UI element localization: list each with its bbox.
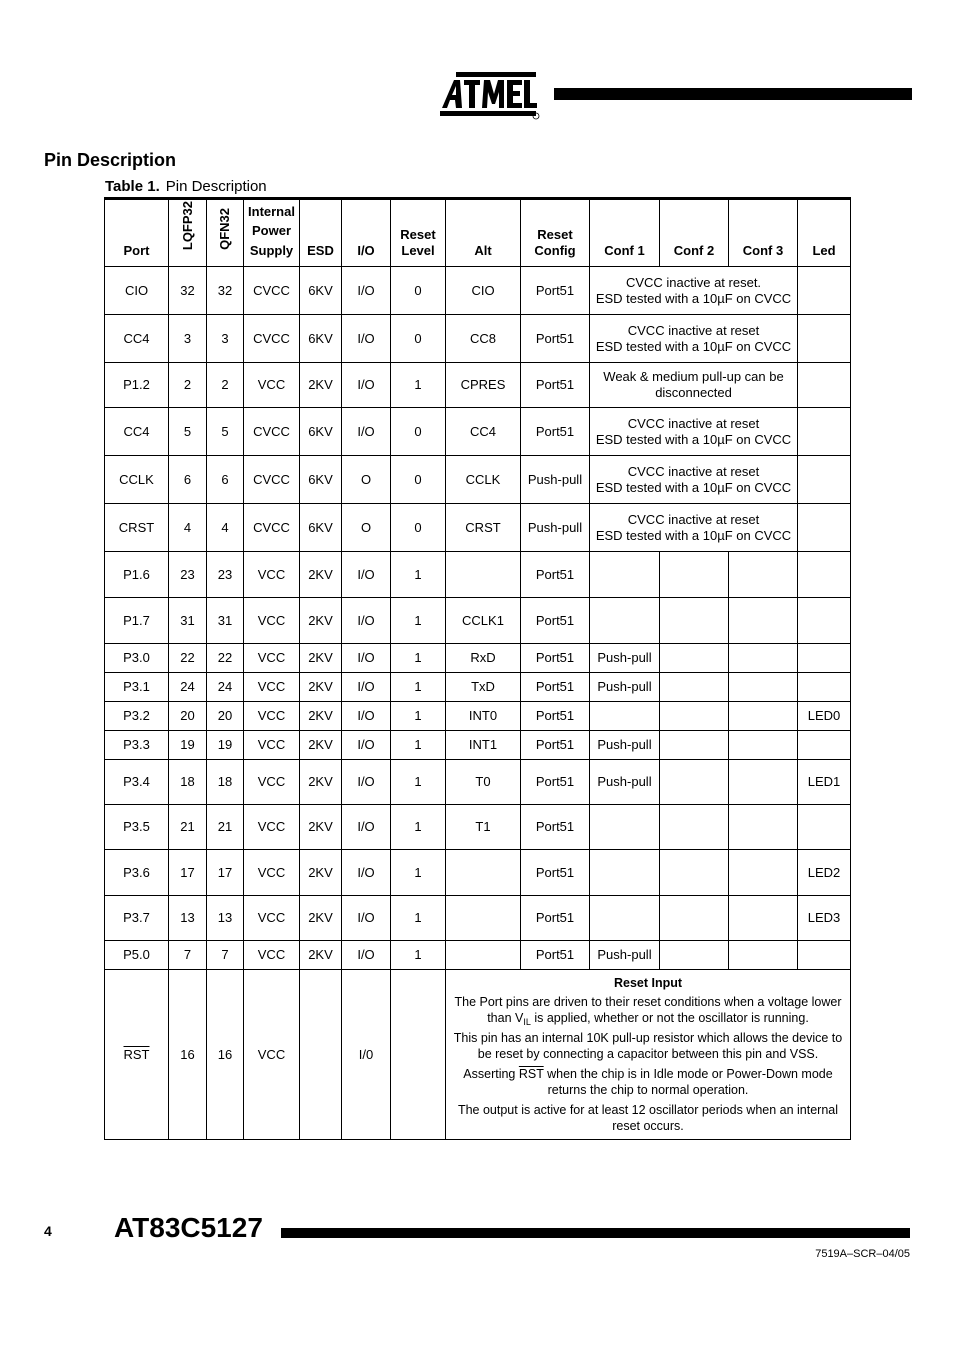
cell-reset-level: 1: [391, 731, 446, 760]
cell-led: [798, 408, 851, 456]
cell-conf1: Push-pull: [590, 673, 660, 702]
cell-lqfp: 32: [169, 267, 207, 315]
cell-qfn: 22: [207, 644, 244, 673]
cell-port: P3.0: [105, 644, 169, 673]
cell-reset-level: 1: [391, 552, 446, 598]
cell-io: I/O: [342, 363, 391, 408]
table-row: [105, 456, 851, 504]
reset-desc-p1: The Port pins are driven to their reset conditions when a voltage lower than $V_{IL}$ is applied, whether or not the oscillator is running.: [454, 995, 842, 1027]
cell-reset-config: Port51: [521, 673, 590, 702]
atmel-logo-icon: [440, 70, 540, 120]
cell-lqfp: 22: [169, 644, 207, 673]
cell-reset-config: Port51: [521, 363, 590, 408]
table-row: [105, 850, 851, 896]
cell-led: [798, 941, 851, 970]
cell-io: I/O: [342, 702, 391, 731]
cell-alt: CC8: [446, 315, 521, 363]
cell-qfn: 19: [207, 731, 244, 760]
cell-lqfp: 31: [169, 598, 207, 644]
cell-reset-level: 0: [391, 315, 446, 363]
cell-supply: CVCC: [244, 504, 300, 552]
cell-lqfp: 24: [169, 673, 207, 702]
cell-qfn: 32: [207, 267, 244, 315]
cell-supply: VCC: [244, 644, 300, 673]
table-row: [105, 267, 851, 315]
cell-conf1: [590, 552, 660, 598]
cell-supply: VCC: [244, 970, 300, 1140]
cell-port: CC4: [105, 408, 169, 456]
cell-conf3: [729, 941, 798, 970]
col-header-led: Led: [798, 199, 851, 267]
table-row-rst: [105, 970, 851, 1140]
cell-port: P1.7: [105, 598, 169, 644]
cell-led: [798, 504, 851, 552]
col-header-conf1: Conf 1: [590, 199, 660, 267]
cell-supply: VCC: [244, 702, 300, 731]
cell-reset-config: Port51: [521, 850, 590, 896]
cell-port: P3.3: [105, 731, 169, 760]
page-number: 4: [44, 1223, 52, 1239]
cell-led: [798, 267, 851, 315]
reset-input-title: Reset Input: [613, 976, 683, 990]
table-header-row: [105, 199, 851, 267]
cell-io: I/O: [342, 315, 391, 363]
cell-supply: VCC: [244, 760, 300, 805]
reset-desc-p3: Asserting $\overline{RST}$ when the chip is in Idle mode or Power-Down mode returns the chip to normal operation.: [463, 1067, 833, 1097]
cell-lqfp: 5: [169, 408, 207, 456]
cell-io: I/O: [342, 731, 391, 760]
cell-port: P3.6: [105, 850, 169, 896]
cell-lqfp: 6: [169, 456, 207, 504]
cell-lqfp: 19: [169, 731, 207, 760]
cell-lqfp: 2: [169, 363, 207, 408]
col-header-io: I/O: [342, 199, 391, 267]
cell-alt: CIO: [446, 267, 521, 315]
cell-led: LED3: [798, 896, 851, 941]
cell-reset-config: Port51: [521, 896, 590, 941]
cell-alt: TxD: [446, 673, 521, 702]
cell-port: CRST: [105, 504, 169, 552]
cell-conf3: [729, 731, 798, 760]
table-caption: [105, 178, 267, 195]
cell-led: LED0: [798, 702, 851, 731]
cell-esd: 6KV: [300, 267, 342, 315]
cell-supply: VCC: [244, 941, 300, 970]
cell-reset-level: 1: [391, 896, 446, 941]
cell-conf-note: Weak & medium pull-up can be disconnected: [590, 363, 798, 408]
cell-led: [798, 644, 851, 673]
cell-supply: VCC: [244, 673, 300, 702]
cell-io: I/O: [342, 850, 391, 896]
cell-lqfp: 16: [169, 970, 207, 1140]
cell-supply: CVCC: [244, 408, 300, 456]
cell-supply: VCC: [244, 805, 300, 850]
cell-conf1: [590, 598, 660, 644]
cell-reset-config: Push-pull: [521, 456, 590, 504]
cell-supply: CVCC: [244, 456, 300, 504]
cell-esd: 2KV: [300, 805, 342, 850]
cell-conf2: [660, 552, 729, 598]
cell-alt: INT0: [446, 702, 521, 731]
cell-reset-level: 1: [391, 598, 446, 644]
cell-esd: 2KV: [300, 731, 342, 760]
table-row: [105, 805, 851, 850]
cell-conf1: Push-pull: [590, 760, 660, 805]
cell-qfn: 18: [207, 760, 244, 805]
cell-conf3: [729, 644, 798, 673]
table-row: [105, 760, 851, 805]
table-row: [105, 644, 851, 673]
cell-esd: 2KV: [300, 941, 342, 970]
cell-io: I/O: [342, 673, 391, 702]
cell-lqfp: 7: [169, 941, 207, 970]
col-header-esd: ESD: [300, 199, 342, 267]
cell-reset-config: Port51: [521, 731, 590, 760]
cell-supply: VCC: [244, 552, 300, 598]
table-body: [105, 267, 851, 1140]
cell-alt: CRST: [446, 504, 521, 552]
cell-conf1: Push-pull: [590, 644, 660, 673]
document-code: 7519A–SCR–04/05: [815, 1248, 910, 1260]
cell-led: [798, 673, 851, 702]
cell-port: CCLK: [105, 456, 169, 504]
cell-qfn: 6: [207, 456, 244, 504]
cell-port: P1.6: [105, 552, 169, 598]
cell-reset-level: 1: [391, 805, 446, 850]
cell-conf2: [660, 805, 729, 850]
cell-esd: [300, 970, 342, 1140]
cell-conf3: [729, 896, 798, 941]
cell-io: I/O: [342, 896, 391, 941]
col-header-alt: Alt: [446, 199, 521, 267]
cell-conf2: [660, 702, 729, 731]
atmel-logo: [440, 70, 540, 120]
table-row: [105, 504, 851, 552]
cell-esd: 2KV: [300, 363, 342, 408]
cell-esd: 2KV: [300, 644, 342, 673]
col-header-lqfp32: LQFP32: [169, 199, 207, 267]
cell-esd: 6KV: [300, 504, 342, 552]
cell-alt: [446, 850, 521, 896]
reset-desc-p4: The output is active for at least 12 oscillator periods when an internal reset occurs.: [457, 1103, 839, 1133]
cell-conf-note: CVCC inactive at reset ESD tested with a 10µF on CVCC: [590, 408, 798, 456]
cell-esd: 2KV: [300, 702, 342, 731]
cell-reset-level: 1: [391, 702, 446, 731]
cell-alt: RxD: [446, 644, 521, 673]
cell-led: [798, 456, 851, 504]
cell-supply: VCC: [244, 363, 300, 408]
cell-conf2: [660, 731, 729, 760]
cell-qfn: 17: [207, 850, 244, 896]
cell-alt: CPRES: [446, 363, 521, 408]
cell-reset-level: 1: [391, 760, 446, 805]
cell-reset-level: [391, 970, 446, 1140]
cell-io: I/O: [342, 598, 391, 644]
cell-port: P3.5: [105, 805, 169, 850]
cell-reset-config: Port51: [521, 598, 590, 644]
document-title: AT83C5127: [114, 1212, 263, 1243]
cell-conf3: [729, 805, 798, 850]
cell-qfn: 20: [207, 702, 244, 731]
cell-conf2: [660, 644, 729, 673]
cell-supply: VCC: [244, 598, 300, 644]
cell-conf2: [660, 760, 729, 805]
cell-alt: [446, 941, 521, 970]
cell-esd: 6KV: [300, 408, 342, 456]
table-row: [105, 673, 851, 702]
cell-conf2: [660, 896, 729, 941]
cell-alt: CC4: [446, 408, 521, 456]
cell-esd: 2KV: [300, 552, 342, 598]
cell-io: I/O: [342, 760, 391, 805]
cell-conf-note: CVCC inactive at reset ESD tested with a 10µF on CVCC: [590, 315, 798, 363]
cell-reset-config: Port51: [521, 805, 590, 850]
cell-conf1: [590, 702, 660, 731]
cell-conf3: [729, 850, 798, 896]
cell-qfn: 13: [207, 896, 244, 941]
cell-port: P3.4: [105, 760, 169, 805]
cell-conf1: [590, 896, 660, 941]
cell-conf1: [590, 850, 660, 896]
table-row: [105, 408, 851, 456]
cell-alt: CCLK: [446, 456, 521, 504]
cell-conf1: Push-pull: [590, 941, 660, 970]
cell-qfn: 2: [207, 363, 244, 408]
cell-io: I/O: [342, 552, 391, 598]
table-row: [105, 941, 851, 970]
cell-io: I/O: [342, 267, 391, 315]
cell-reset-config: Port51: [521, 702, 590, 731]
cell-alt: T1: [446, 805, 521, 850]
cell-reset-level: 0: [391, 267, 446, 315]
table-row: [105, 896, 851, 941]
cell-conf3: [729, 760, 798, 805]
cell-conf2: [660, 598, 729, 644]
cell-conf2: [660, 941, 729, 970]
table-caption-label: Table 1.: [105, 178, 160, 195]
table-row: [105, 702, 851, 731]
cell-conf1: Push-pull: [590, 731, 660, 760]
cell-alt: T0: [446, 760, 521, 805]
cell-reset-config: Push-pull: [521, 504, 590, 552]
cell-conf3: [729, 598, 798, 644]
cell-supply: VCC: [244, 731, 300, 760]
cell-led: [798, 805, 851, 850]
col-header-reset-config: Reset Config: [521, 199, 590, 267]
cell-qfn: 21: [207, 805, 244, 850]
cell-led: [798, 598, 851, 644]
cell-reset-config: Port51: [521, 644, 590, 673]
cell-port: P1.2: [105, 363, 169, 408]
cell-reset-config: Port51: [521, 315, 590, 363]
cell-conf3: [729, 552, 798, 598]
cell-esd: 2KV: [300, 760, 342, 805]
cell-reset-description: [446, 970, 851, 1140]
cell-alt: INT1: [446, 731, 521, 760]
cell-qfn: 24: [207, 673, 244, 702]
cell-reset-level: 1: [391, 363, 446, 408]
cell-led: [798, 363, 851, 408]
cell-io: I/O: [342, 805, 391, 850]
col-header-conf2: Conf 2: [660, 199, 729, 267]
reset-desc-p2: This pin has an internal 10K pull-up resistor which allows the device to be reset by connecting a capacitor between this pin and VSS.: [453, 1031, 843, 1061]
footer-rule: [281, 1228, 910, 1238]
cell-alt: [446, 552, 521, 598]
cell-supply: VCC: [244, 850, 300, 896]
cell-reset-level: 1: [391, 941, 446, 970]
col-header-port: Port: [105, 199, 169, 267]
cell-lqfp: 18: [169, 760, 207, 805]
cell-port: P3.1: [105, 673, 169, 702]
section-title: Pin Description: [44, 150, 177, 170]
table-row: [105, 598, 851, 644]
cell-qfn: 31: [207, 598, 244, 644]
table-row: [105, 315, 851, 363]
cell-qfn: 4: [207, 504, 244, 552]
cell-reset-config: Port51: [521, 552, 590, 598]
cell-io: O: [342, 504, 391, 552]
cell-esd: 6KV: [300, 456, 342, 504]
cell-led: LED2: [798, 850, 851, 896]
cell-io: I/O: [342, 941, 391, 970]
cell-lqfp: 3: [169, 315, 207, 363]
col-header-qfn32: QFN32: [207, 199, 244, 267]
cell-esd: 2KV: [300, 850, 342, 896]
cell-port: P3.7: [105, 896, 169, 941]
cell-supply: VCC: [244, 896, 300, 941]
col-header-conf3: Conf 3: [729, 199, 798, 267]
cell-port: CC4: [105, 315, 169, 363]
cell-conf-note: CVCC inactive at reset ESD tested with a 10µF on CVCC: [590, 504, 798, 552]
cell-esd: 6KV: [300, 315, 342, 363]
cell-supply: CVCC: [244, 315, 300, 363]
cell-conf1: [590, 805, 660, 850]
cell-reset-config: Port51: [521, 267, 590, 315]
header-rule: [554, 88, 912, 100]
table-row: [105, 363, 851, 408]
cell-io: I/0: [342, 970, 391, 1140]
cell-port: P3.2: [105, 702, 169, 731]
cell-lqfp: 20: [169, 702, 207, 731]
table-row: [105, 731, 851, 760]
cell-reset-config: Port51: [521, 760, 590, 805]
cell-esd: 2KV: [300, 598, 342, 644]
cell-lqfp: 21: [169, 805, 207, 850]
cell-alt: CCLK1: [446, 598, 521, 644]
cell-supply: CVCC: [244, 267, 300, 315]
cell-conf2: [660, 673, 729, 702]
cell-qfn: 7: [207, 941, 244, 970]
cell-led: LED1: [798, 760, 851, 805]
cell-port: CIO: [105, 267, 169, 315]
cell-reset-config: Port51: [521, 408, 590, 456]
cell-reset-level: 1: [391, 673, 446, 702]
cell-io: I/O: [342, 408, 391, 456]
cell-port: P5.0: [105, 941, 169, 970]
cell-conf2: [660, 850, 729, 896]
cell-reset-level: 1: [391, 644, 446, 673]
pin-description-table: [104, 197, 851, 1140]
cell-reset-level: 1: [391, 850, 446, 896]
cell-lqfp: 17: [169, 850, 207, 896]
cell-qfn: 3: [207, 315, 244, 363]
table-caption-title: Pin Description: [165, 178, 267, 195]
cell-reset-level: 0: [391, 456, 446, 504]
col-header-supply: Internal Power Supply: [244, 199, 300, 267]
cell-io: I/O: [342, 644, 391, 673]
cell-qfn: 5: [207, 408, 244, 456]
cell-qfn: 23: [207, 552, 244, 598]
cell-port: $\overline{RST}$: [105, 970, 169, 1140]
cell-qfn: 16: [207, 970, 244, 1140]
cell-esd: 2KV: [300, 896, 342, 941]
cell-conf3: [729, 673, 798, 702]
cell-lqfp: 13: [169, 896, 207, 941]
cell-reset-config: Port51: [521, 941, 590, 970]
cell-lqfp: 4: [169, 504, 207, 552]
cell-conf-note: CVCC inactive at reset. ESD tested with a 10µF on CVCC: [590, 267, 798, 315]
cell-esd: 2KV: [300, 673, 342, 702]
cell-alt: [446, 896, 521, 941]
table-row: [105, 552, 851, 598]
cell-conf3: [729, 702, 798, 731]
cell-reset-level: 0: [391, 408, 446, 456]
cell-led: [798, 731, 851, 760]
cell-io: O: [342, 456, 391, 504]
col-header-reset-level: Reset Level: [391, 199, 446, 267]
cell-lqfp: 23: [169, 552, 207, 598]
cell-reset-level: 0: [391, 504, 446, 552]
cell-led: [798, 315, 851, 363]
cell-led: [798, 552, 851, 598]
cell-conf-note: CVCC inactive at reset ESD tested with a 10µF on CVCC: [590, 456, 798, 504]
